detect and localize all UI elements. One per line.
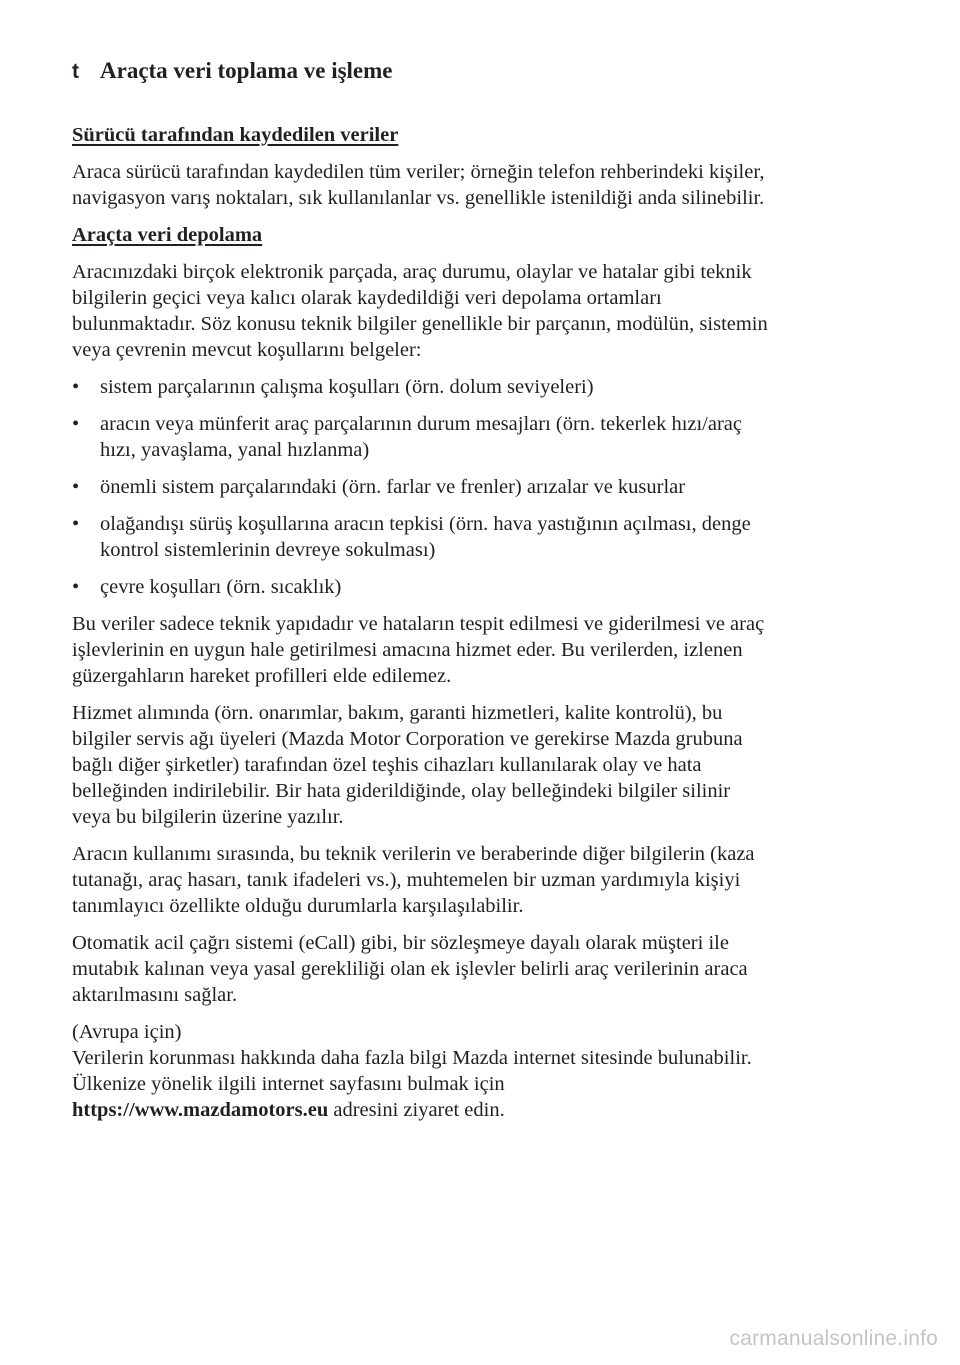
list-item <box>72 474 862 500</box>
text-line: Hizmet alımında (örn. onarımlar, bakım, garanti hizmetleri, kalite kontrolü), bu <box>72 702 723 724</box>
paragraph-technical-data <box>72 611 862 689</box>
text-line: belleğinden indirilebilir. Bir hata giderildiğinde, olay belleğindeki bilgiler silinir <box>72 780 731 802</box>
paragraph-europe <box>72 1019 862 1123</box>
text-line: bulunmaktadır. Söz konusu teknik bilgiler genellikle bir parçanın, modülün, sistemin <box>72 313 768 335</box>
text-line: işlevlerinin en uygun hale getirilmesi amacına hizmet eder. Bu verilerden, izlenen <box>72 639 743 661</box>
text-line: navigasyon varış noktaları, sık kullanılanlar vs. genellikle istenildiği anda silinebilir. <box>72 187 765 209</box>
list-item <box>72 574 862 600</box>
list-item-text: olağandışı sürüş koşullarına aracın tepkisi (örn. hava yastığının açılması, denge <box>100 513 751 535</box>
text-line: Aracın kullanımı sırasında, bu teknik verilerin ve beraberinde diğer bilgilerin (kaza <box>72 843 755 865</box>
text-line: mutabık kalınan veya yasal gerekliliği olan ek işlevler belirli araç verilerinin araca <box>72 958 748 980</box>
paragraph-storage-intro <box>72 259 862 363</box>
text-line: veya çevrenin mevcut koşullarını belgeler: <box>72 339 422 361</box>
list-item-text: önemli sistem parçalarındaki (örn. farlar ve frenler) arızalar ve kusurlar <box>100 476 686 498</box>
text-line: aktarılmasını sağlar. <box>72 984 238 1006</box>
text-line: bilgiler servis ağı üyeleri (Mazda Motor Corporation ve gerekirse Mazda grubuna <box>72 728 743 750</box>
list-item-text: sistem parçalarının çalışma koşulları (örn. dolum seviyeleri) <box>100 376 594 398</box>
bullet-list <box>72 374 862 600</box>
bullet-icon: • <box>72 576 80 598</box>
bullet-icon: • <box>72 413 80 435</box>
text-line: Otomatik acil çağrı sistemi (eCall) gibi, bir sözleşmeye dayalı olarak müşteri ile <box>72 932 729 954</box>
bullet-icon: • <box>72 376 80 398</box>
section-marker-icon: t <box>72 60 79 83</box>
bullet-icon: • <box>72 476 80 498</box>
bullet-icon: • <box>72 513 80 535</box>
paragraph-personal-data <box>72 841 862 919</box>
list-item-text: kontrol sistemlerinin devreye sokulması) <box>100 539 436 561</box>
watermark-text: carmanualsonline.info <box>729 1327 938 1350</box>
text-line: Araca sürücü tarafından kaydedilen tüm veriler; örneğin telefon rehberindeki kişiler, <box>72 161 765 183</box>
url-line <box>72 1097 862 1123</box>
document-body <box>72 122 862 1134</box>
list-item <box>72 511 862 563</box>
subheading-vehicle-storage: Araçta veri depolama <box>72 224 263 246</box>
section-title: Araçta veri toplama ve işleme <box>100 58 393 83</box>
list-item-text: çevre koşulları (örn. sıcaklık) <box>100 576 342 598</box>
url-suffix-text: adresini ziyaret edin. <box>328 1099 505 1121</box>
text-line: güzergahların hareket profilleri elde edilemez. <box>72 665 452 687</box>
paragraph-ecall <box>72 930 862 1008</box>
subheading-driver-data: Sürücü tarafından kaydedilen veriler <box>72 124 399 146</box>
text-line: Aracınızdaki birçok elektronik parçada, araç durumu, olaylar ve hatalar gibi teknik <box>72 261 752 283</box>
list-item-text: aracın veya münferit araç parçalarının durum mesajları (örn. tekerlek hızı/araç <box>100 413 742 435</box>
paragraph-service <box>72 700 862 830</box>
text-line: bilgilerin geçici veya kalıcı olarak kaydedildiği veri depolama ortamları <box>72 287 662 309</box>
list-item <box>72 374 862 400</box>
text-line: Ülkenize yönelik ilgili internet sayfasını bulmak için <box>72 1073 505 1095</box>
text-line: veya bu bilgilerin üzerine yazılır. <box>72 806 344 828</box>
list-item <box>72 411 862 463</box>
text-line: (Avrupa için) <box>72 1021 182 1043</box>
section-heading <box>72 58 393 84</box>
list-item-text: hızı, yavaşlama, yanal hızlanma) <box>100 439 370 461</box>
mazda-url-link[interactable]: https://www.mazdamotors.eu <box>72 1099 329 1121</box>
text-line: Bu veriler sadece teknik yapıdadır ve hataların tespit edilmesi ve giderilmesi ve araç <box>72 613 765 635</box>
text-line: bağlı diğer şirketler) tarafından özel teşhis cihazları kullanılarak olay ve hata <box>72 754 702 776</box>
text-line: tutanağı, araç hasarı, tanık ifadeleri vs.), muhtemelen bir uzman yardımıyla kişiyi <box>72 869 741 891</box>
text-line: tanımlayıcı özellikte olduğu durumlarla karşılaşılabilir. <box>72 895 524 917</box>
paragraph-driver-data <box>72 159 862 211</box>
text-line: Verilerin korunması hakkında daha fazla bilgi Mazda internet sitesinde bulunabilir. <box>72 1047 752 1069</box>
